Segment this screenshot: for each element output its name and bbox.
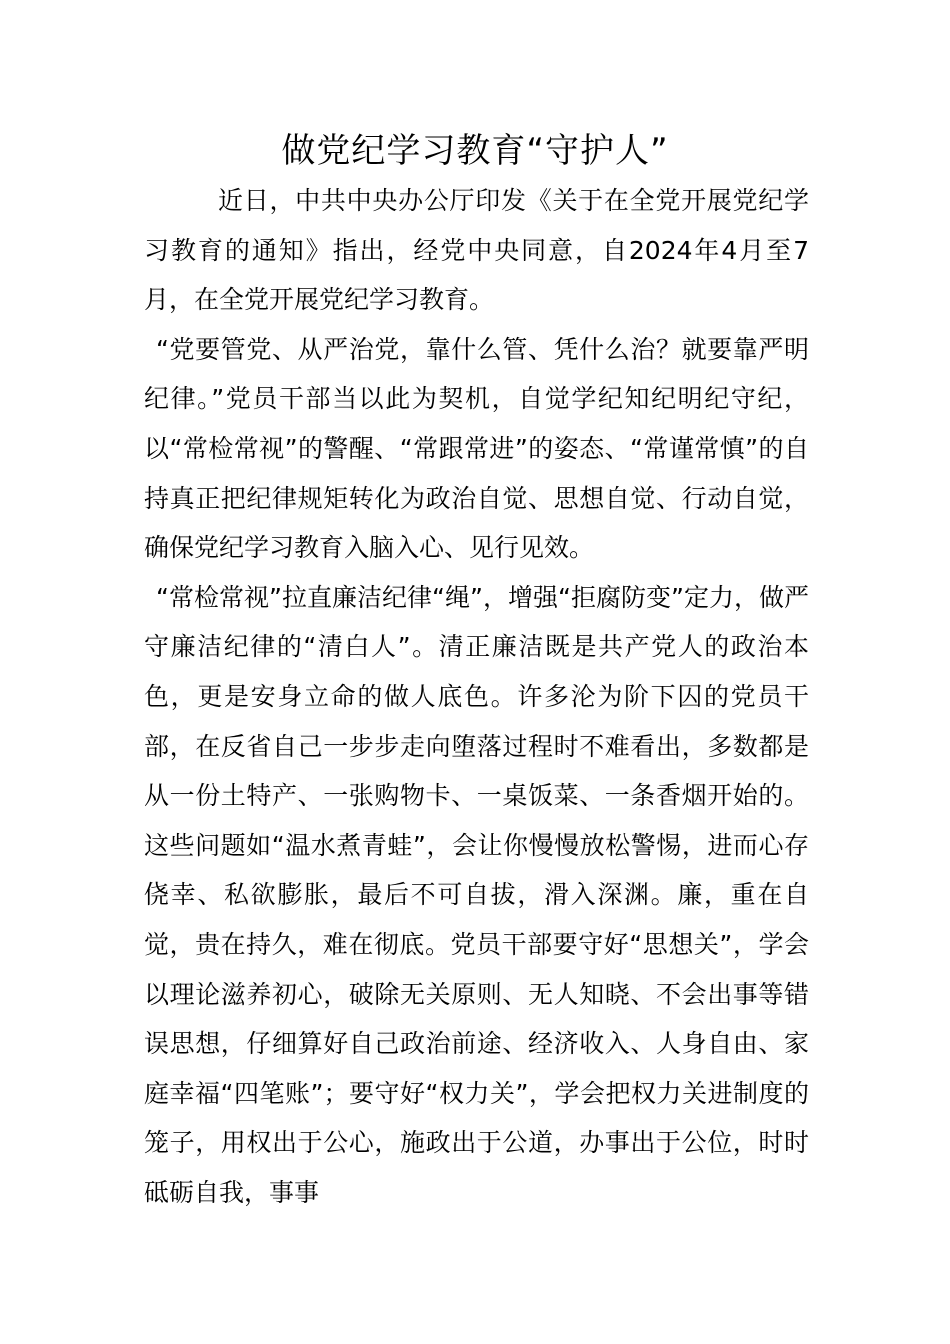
- document-body: [144, 176, 809, 1217]
- document-title: 做党纪学习教育“守护人”: [281, 131, 669, 171]
- paragraph-discipline: “党要管党、从严治党，靠什么管、凭什么治？就要靠严明纪律。”党员干部当以此为契机，自觉学纪知纪明纪守纪，以“常检常视”的警醒、“常跟常进”的姿态、“常谨常慎”的自持真正把纪律规矩转化为政治自觉、思想自觉、行动自觉，确保党纪学习教育入脑入心、见行见效。: [144, 334, 809, 563]
- paragraph-intro: 近日，中共中央办公厅印发《关于在全党开展党纪学习教育的通知》指出，经党中央同意，自2024年4月至7月，在全党开展党纪学习教育。: [144, 186, 809, 315]
- paragraph-integrity: “常检常视”拉直廉洁纪律“绳”，增强“拒腐防变”定力，做严守廉洁纪律的“清白人”。清正廉洁既是共产党人的政治本色，更是安身立命的做人底色。许多沦为阶下囚的党员干部，在反省自己一步步走向堕落过程时不难看出，多数都是从一份土特产、一张购物卡、一桌饭菜、一条香烟开始的。这些问题如“温水煮青蛙”，会让你慢慢放松警惕，进而心存侥幸、私欲膨胀，最后不可自拔，滑入深渊。廉，重在自觉，贵在持久，难在彻底。党员干部要守好“思想关”，学会以理论滋养初心，破除无关原则、无人知晓、不会出事等错误思想，仔细算好自己政治前途、经济收入、人身自由、家庭幸福“四笔账”；要守好“权力关”，学会把权力关进制度的笼子，用权出于公心，施政出于公道，办事出于公位，时时砥砺自我，事事: [144, 582, 809, 1207]
